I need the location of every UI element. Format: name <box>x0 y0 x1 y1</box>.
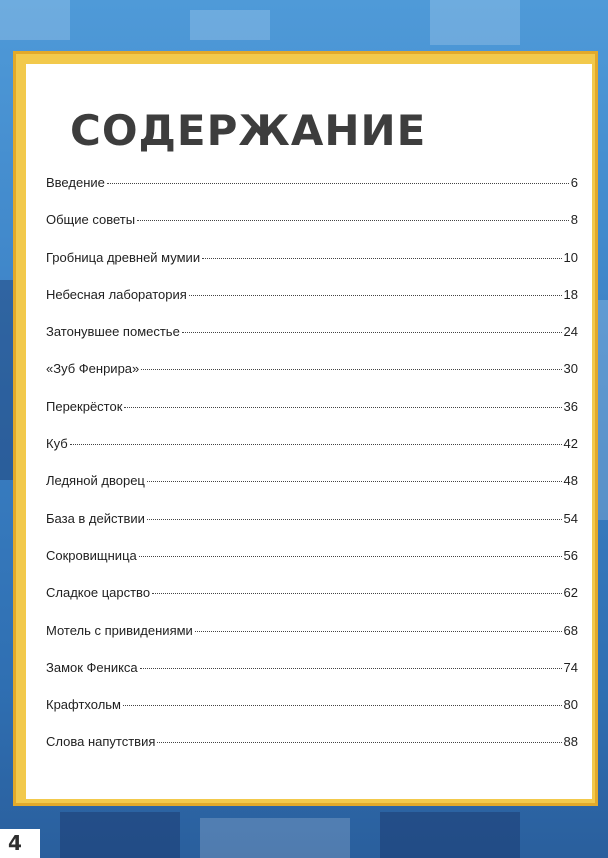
toc-entry-page: 30 <box>563 361 578 377</box>
toc-entry[interactable] <box>46 287 578 324</box>
toc-entry[interactable] <box>46 734 578 771</box>
toc-entry-label: Крафтхольм <box>46 697 121 713</box>
toc-entry-page: 24 <box>563 324 578 340</box>
toc-entry[interactable] <box>46 511 578 548</box>
background-block <box>60 812 180 858</box>
dot-leader <box>157 742 561 743</box>
dot-leader <box>70 444 562 445</box>
toc-entry-page: 62 <box>563 585 578 601</box>
toc-entry-label: Замок Феникса <box>46 659 138 675</box>
toc-entry-label: Сокровищница <box>46 547 137 563</box>
dot-leader <box>107 183 569 184</box>
toc-entry[interactable] <box>46 399 578 436</box>
toc-entry-label: Общие советы <box>46 212 136 228</box>
dot-leader <box>137 220 569 221</box>
toc-entry[interactable] <box>46 660 578 697</box>
toc-entry-page: 42 <box>563 436 578 452</box>
dot-leader <box>123 705 562 706</box>
toc-entry-page: 74 <box>563 659 578 675</box>
background-block <box>0 0 70 40</box>
toc-entry-page: 48 <box>563 473 578 489</box>
toc-entry-label: Куб <box>46 436 68 452</box>
toc-entry-page: 56 <box>563 547 578 563</box>
background-block <box>200 818 350 858</box>
dot-leader <box>124 407 561 408</box>
dot-leader <box>182 332 562 333</box>
dot-leader <box>140 668 562 669</box>
toc-entry-page: 6 <box>570 175 578 190</box>
toc-entry[interactable] <box>46 212 578 249</box>
dot-leader <box>139 556 562 557</box>
toc-entry[interactable] <box>46 623 578 660</box>
toc-entry[interactable] <box>46 436 578 473</box>
toc-entry[interactable] <box>46 585 578 622</box>
toc-entry-label: Введение <box>46 175 105 190</box>
toc-entry[interactable] <box>46 473 578 510</box>
toc-entry-label: Затонувшее поместье <box>46 324 180 340</box>
dot-leader <box>189 295 562 296</box>
dot-leader <box>195 631 562 632</box>
toc-entry-page: 80 <box>563 697 578 713</box>
dot-leader <box>147 519 562 520</box>
toc-entry-label: Слова напутствия <box>46 734 156 750</box>
toc-entry-page: 68 <box>563 622 578 638</box>
toc-entry-label: Небесная лаборатория <box>46 286 187 302</box>
toc-entry-page: 36 <box>563 398 578 414</box>
toc-entry-label: «Зуб Фенрира» <box>46 361 140 377</box>
background-block <box>0 280 14 480</box>
toc-entry-label: Ледяной дворец <box>46 473 145 489</box>
toc-entry[interactable] <box>46 175 578 212</box>
toc-entry-page: 8 <box>570 212 578 228</box>
toc-entry[interactable] <box>46 361 578 398</box>
dot-leader <box>141 369 561 370</box>
toc-entry-page: 18 <box>563 286 578 302</box>
toc-entry-label: Мотель с привидениями <box>46 622 193 638</box>
toc-entry[interactable] <box>46 250 578 287</box>
dot-leader <box>202 258 561 259</box>
toc-entry[interactable] <box>46 324 578 361</box>
toc-entry-page: 10 <box>563 249 578 265</box>
toc-entry-label: База в действии <box>46 510 145 526</box>
background-block <box>430 0 520 45</box>
toc-entry[interactable] <box>46 548 578 585</box>
toc-entry-page: 88 <box>563 734 578 750</box>
dot-leader <box>152 593 561 594</box>
toc-entry-label: Гробница древней мумии <box>46 249 201 265</box>
page-title: СОДЕРЖАНИЕ <box>70 106 427 155</box>
toc-entry-page: 54 <box>563 510 578 526</box>
background-block <box>190 10 270 40</box>
table-of-contents <box>46 175 578 772</box>
background-block <box>598 300 608 520</box>
dot-leader <box>147 481 562 482</box>
toc-entry-label: Сладкое царство <box>46 585 151 601</box>
toc-entry[interactable] <box>46 697 578 734</box>
page-number-box <box>0 829 40 858</box>
toc-entry-label: Перекрёсток <box>46 398 123 414</box>
page-number: 4 <box>8 831 22 855</box>
background-block <box>380 812 520 858</box>
contents-panel <box>26 64 592 799</box>
